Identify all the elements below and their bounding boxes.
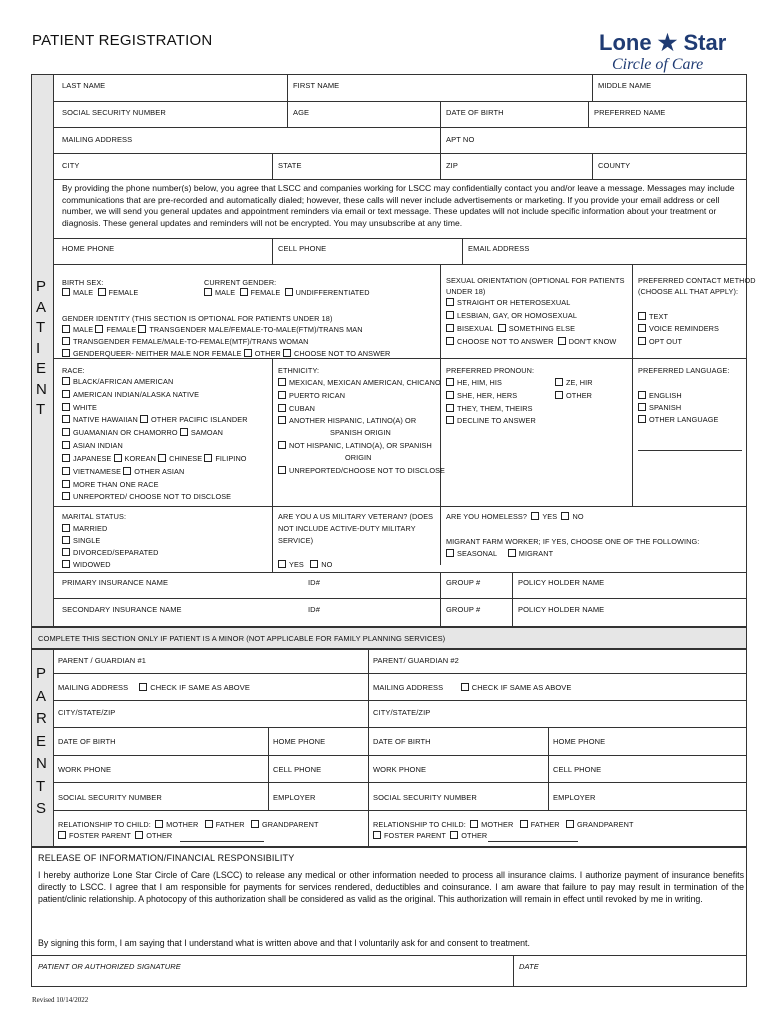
- gender-male-checkbox[interactable]: [204, 288, 212, 296]
- migrant-migrant-checkbox[interactable]: [508, 549, 516, 557]
- signature-label: PATIENT OR AUTHORIZED SIGNATURE: [38, 962, 181, 971]
- guardian2-grandparent-checkbox[interactable]: [566, 820, 574, 828]
- gi-other-checkbox[interactable]: [244, 349, 252, 357]
- guardian1-label: PARENT / GUARDIAN #1: [58, 656, 146, 665]
- guardian2-cell-phone-label: CELL PHONE: [553, 765, 602, 774]
- eth-another-hispanic-checkbox[interactable]: [278, 416, 286, 424]
- pronoun-decline-checkbox[interactable]: [446, 416, 454, 424]
- mailing-address-label: MAILING ADDRESS: [62, 135, 133, 144]
- guardian1-other-checkbox[interactable]: [135, 831, 143, 839]
- last-name-label: LAST NAME: [62, 81, 106, 90]
- eth-puerto-rican-checkbox[interactable]: [278, 391, 286, 399]
- eth-mexican-checkbox[interactable]: [278, 378, 286, 386]
- side-letter: R: [36, 710, 47, 727]
- guardian2-ssn-label: SOCIAL SECURITY NUMBER: [373, 793, 477, 802]
- marital-single-checkbox[interactable]: [62, 536, 70, 544]
- guardian1-csz-label: CITY/STATE/ZIP: [58, 708, 116, 717]
- homeless-no-checkbox[interactable]: [561, 512, 569, 520]
- other-language-field[interactable]: [638, 450, 742, 451]
- side-letter: S: [36, 800, 47, 817]
- guardian2-other-field[interactable]: [488, 841, 578, 842]
- pronoun-he-checkbox[interactable]: [446, 378, 454, 386]
- gi-female-checkbox[interactable]: [95, 325, 103, 333]
- eth-unreported-checkbox[interactable]: [278, 466, 286, 474]
- gi-ftm-checkbox[interactable]: [138, 325, 146, 333]
- guardian2-csz-label: CITY/STATE/ZIP: [373, 708, 431, 717]
- homeless-label: ARE YOU HOMELESS?: [446, 512, 528, 521]
- sexual-orientation-label: SEXUAL ORIENTATION (OPTIONAL FOR PATIENTS: [446, 276, 625, 285]
- so-dont-know-checkbox[interactable]: [558, 337, 566, 345]
- race-filipino-checkbox[interactable]: [204, 454, 212, 462]
- migrant-seasonal-checkbox[interactable]: [446, 549, 454, 557]
- race-vietnamese-checkbox[interactable]: [62, 467, 70, 475]
- gi-genderqueer-checkbox[interactable]: [62, 349, 70, 357]
- lang-english-checkbox[interactable]: [638, 391, 646, 399]
- guardian2-relationship-label: RELATIONSHIP TO CHILD:: [373, 820, 466, 829]
- gender-identity-label: GENDER IDENTITY (THIS SECTION IS OPTIONAL FOR PATIENTS UNDER 18): [62, 314, 333, 323]
- side-letter: E: [36, 360, 47, 377]
- primary-insurance-label: PRIMARY INSURANCE NAME: [62, 578, 169, 587]
- contact-method-label: PREFERRED CONTACT METHOD: [638, 276, 756, 285]
- release-title: RELEASE OF INFORMATION/FINANCIAL RESPONSIBILITY: [38, 853, 295, 863]
- guardian1-mother-checkbox[interactable]: [155, 820, 163, 828]
- release-text: I hereby authorize Lone Star Circle of Care (LSCC) to release any medical or other information needed to process all insurance claims. I authorize payment of insurance benefits directly to LSCC. I agree that I am responsible for payments for services rendered, deductibles and coinsurance. I am aware that failure to pay may result in termination of the patient/clinic relationship. A photocopy of this authorization shall be considered as valid as the original. This authorization will remain in effect until revoked by me in writing.: [38, 870, 744, 904]
- pronoun-other-checkbox[interactable]: [555, 391, 563, 399]
- so-gay-checkbox[interactable]: [446, 311, 454, 319]
- marital-married-checkbox[interactable]: [62, 524, 70, 532]
- side-letter: N: [36, 380, 47, 398]
- race-japanese-checkbox[interactable]: [62, 454, 70, 462]
- so-bisexual-checkbox[interactable]: [446, 324, 454, 332]
- guardian2-foster-checkbox[interactable]: [373, 831, 381, 839]
- side-letter: A: [36, 687, 47, 705]
- gender-undifferentiated-checkbox[interactable]: [285, 288, 293, 296]
- race-white-checkbox[interactable]: [62, 403, 70, 411]
- home-phone-label: HOME PHONE: [62, 244, 115, 253]
- guardian2-mother-checkbox[interactable]: [470, 820, 478, 828]
- pronoun-label: PREFERRED PRONOUN:: [446, 366, 535, 375]
- zip-label: ZIP: [446, 161, 458, 170]
- guardian2-label: PARENT/ GUARDIAN #2: [373, 656, 459, 665]
- race-american-indian-checkbox[interactable]: [62, 390, 70, 398]
- marital-divorced-checkbox[interactable]: [62, 548, 70, 556]
- race-korean-checkbox[interactable]: [114, 454, 122, 462]
- birth-sex-label: BIRTH SEX:: [62, 278, 104, 287]
- guardian1-foster-checkbox[interactable]: [58, 831, 66, 839]
- primary-id-label: ID#: [308, 578, 320, 587]
- county-label: COUNTY: [598, 161, 631, 170]
- guardian1-same-checkbox[interactable]: [139, 683, 147, 691]
- guardian1-dob-label: DATE OF BIRTH: [58, 737, 116, 746]
- pronoun-she-checkbox[interactable]: [446, 391, 454, 399]
- marital-widowed-checkbox[interactable]: [62, 560, 70, 568]
- side-letter: T: [36, 401, 46, 418]
- guardian1-cell-phone-label: CELL PHONE: [273, 765, 322, 774]
- secondary-id-label: ID#: [308, 605, 320, 614]
- gender-female-checkbox[interactable]: [240, 288, 248, 296]
- age-label: AGE: [293, 108, 310, 117]
- phone-consent-notice: By providing the phone number(s) below, you agree that LSCC and companies working for LSCC may confidentially contact you and/or leave a message. Messages may include communications that are pre-recorded and automatically dialed; however, these calls will never include advertisements or marketing. If you provide your email address or cell number, we will send you general updates and appointment reminders via email or text message. These updates will not include specific information about your treatment or diagnosis. These general updates and reminders will not be encrypted. You may unsubscribe at any time.: [62, 183, 735, 228]
- guardian2-dob-label: DATE OF BIRTH: [373, 737, 431, 746]
- side-letter: E: [36, 732, 47, 750]
- guardian1-home-phone-label: HOME PHONE: [273, 737, 326, 746]
- race-chinese-checkbox[interactable]: [158, 454, 166, 462]
- eth-not-hispanic-checkbox[interactable]: [278, 441, 286, 449]
- guardian1-mailing-label: MAILING ADDRESS: [58, 683, 129, 692]
- veteran-yes-checkbox[interactable]: [278, 560, 286, 568]
- guardian1-ssn-label: SOCIAL SECURITY NUMBER: [58, 793, 162, 802]
- so-something-else-checkbox[interactable]: [498, 324, 506, 332]
- state-label: STATE: [278, 161, 302, 170]
- birth-sex-male-checkbox[interactable]: [62, 288, 70, 296]
- dob-label: DATE OF BIRTH: [446, 108, 504, 117]
- race-samoan-checkbox[interactable]: [180, 428, 188, 436]
- logo-tagline: Circle of Care: [612, 56, 704, 73]
- revised-date: Revised 10/14/2022: [32, 996, 89, 1004]
- parents-section-frame: [31, 649, 747, 847]
- so-no-answer-checkbox[interactable]: [446, 337, 454, 345]
- cell-phone-label: CELL PHONE: [278, 244, 327, 253]
- guardian2-home-phone-label: HOME PHONE: [553, 737, 606, 746]
- race-label: RACE:: [62, 366, 85, 375]
- guardian2-other-checkbox[interactable]: [450, 831, 458, 839]
- eth-cuban-checkbox[interactable]: [278, 404, 286, 412]
- ssn-label: SOCIAL SECURITY NUMBER: [62, 108, 166, 117]
- side-letter: A: [36, 298, 47, 316]
- side-letter: P: [36, 665, 47, 682]
- preferred-name-label: PREFERRED NAME: [594, 108, 666, 117]
- guardian1-other-field[interactable]: [180, 841, 264, 842]
- city-label: CITY: [62, 161, 80, 170]
- race-other-asian-checkbox[interactable]: [123, 467, 131, 475]
- gi-no-answer-checkbox[interactable]: [283, 349, 291, 357]
- so-straight-checkbox[interactable]: [446, 298, 454, 306]
- date-label: DATE: [519, 962, 539, 971]
- ethnicity-label: ETHNICITY:: [278, 366, 320, 375]
- consent-text: By signing this form, I am saying that I understand what is written above and that I voluntarily ask for and consent to treatment.: [38, 938, 530, 948]
- guardian1-grandparent-checkbox[interactable]: [251, 820, 259, 828]
- race-asian-indian-checkbox[interactable]: [62, 441, 70, 449]
- veteran-no-checkbox[interactable]: [310, 560, 318, 568]
- veteran-label: ARE YOU A US MILITARY VETERAN? (DOES: [278, 512, 434, 521]
- race-black-checkbox[interactable]: [62, 377, 70, 385]
- primary-policy-holder-label: POLICY HOLDER NAME: [518, 578, 605, 587]
- side-letter: P: [36, 278, 47, 295]
- guardian2-mailing-label: MAILING ADDRESS: [373, 683, 444, 692]
- guardian1-father-checkbox[interactable]: [205, 820, 213, 828]
- race-native-hawaiian-checkbox[interactable]: [62, 415, 70, 423]
- current-gender-label: CURRENT GENDER:: [204, 278, 277, 287]
- apt-no-label: APT NO: [446, 135, 475, 144]
- guardian2-work-phone-label: WORK PHONE: [373, 765, 427, 774]
- side-letter: T: [36, 319, 46, 336]
- birth-sex-female-checkbox[interactable]: [98, 288, 106, 296]
- guardian2-father-checkbox[interactable]: [520, 820, 528, 828]
- contact-text-checkbox[interactable]: [638, 312, 646, 320]
- guardian1-employer-label: EMPLOYER: [273, 793, 316, 802]
- language-label: PREFERRED LANGUAGE:: [638, 366, 730, 375]
- lang-spanish-checkbox[interactable]: [638, 403, 646, 411]
- guardian1-work-phone-label: WORK PHONE: [58, 765, 112, 774]
- gi-mtf-checkbox[interactable]: [62, 337, 70, 345]
- side-letter: N: [36, 755, 47, 772]
- guardian2-same-checkbox[interactable]: [461, 683, 469, 691]
- homeless-yes-checkbox[interactable]: [531, 512, 539, 520]
- primary-group-label: GROUP #: [446, 578, 481, 587]
- race-pacific-islander-checkbox[interactable]: [140, 415, 148, 423]
- secondary-group-label: GROUP #: [446, 605, 481, 614]
- contact-optout-checkbox[interactable]: [638, 337, 646, 345]
- middle-name-label: MIDDLE NAME: [598, 81, 652, 90]
- migrant-label: MIGRANT FARM WORKER; IF YES, CHOOSE ONE OF THE FOLLOWING:: [446, 537, 700, 546]
- guardian1-relationship-label: RELATIONSHIP TO CHILD:: [58, 820, 151, 829]
- side-letter: T: [36, 777, 46, 795]
- logo: Lone ★ Star: [599, 30, 727, 55]
- pronoun-they-checkbox[interactable]: [446, 404, 454, 412]
- race-unreported-checkbox[interactable]: [62, 492, 70, 500]
- race-guamanian-checkbox[interactable]: [62, 428, 70, 436]
- marital-label: MARITAL STATUS:: [62, 512, 127, 521]
- contact-voice-checkbox[interactable]: [638, 324, 646, 332]
- guardian2-employer-label: EMPLOYER: [553, 793, 596, 802]
- side-letter: I: [36, 339, 41, 357]
- secondary-policy-holder-label: POLICY HOLDER NAME: [518, 605, 605, 614]
- lang-other-checkbox[interactable]: [638, 415, 646, 423]
- first-name-label: FIRST NAME: [293, 81, 340, 90]
- pronoun-ze-checkbox[interactable]: [555, 378, 563, 386]
- page-title: PATIENT REGISTRATION: [32, 32, 213, 49]
- secondary-insurance-label: SECONDARY INSURANCE NAME: [62, 605, 182, 614]
- email-label: EMAIL ADDRESS: [468, 244, 530, 253]
- gi-male-checkbox[interactable]: [62, 325, 70, 333]
- race-multi-checkbox[interactable]: [62, 480, 70, 488]
